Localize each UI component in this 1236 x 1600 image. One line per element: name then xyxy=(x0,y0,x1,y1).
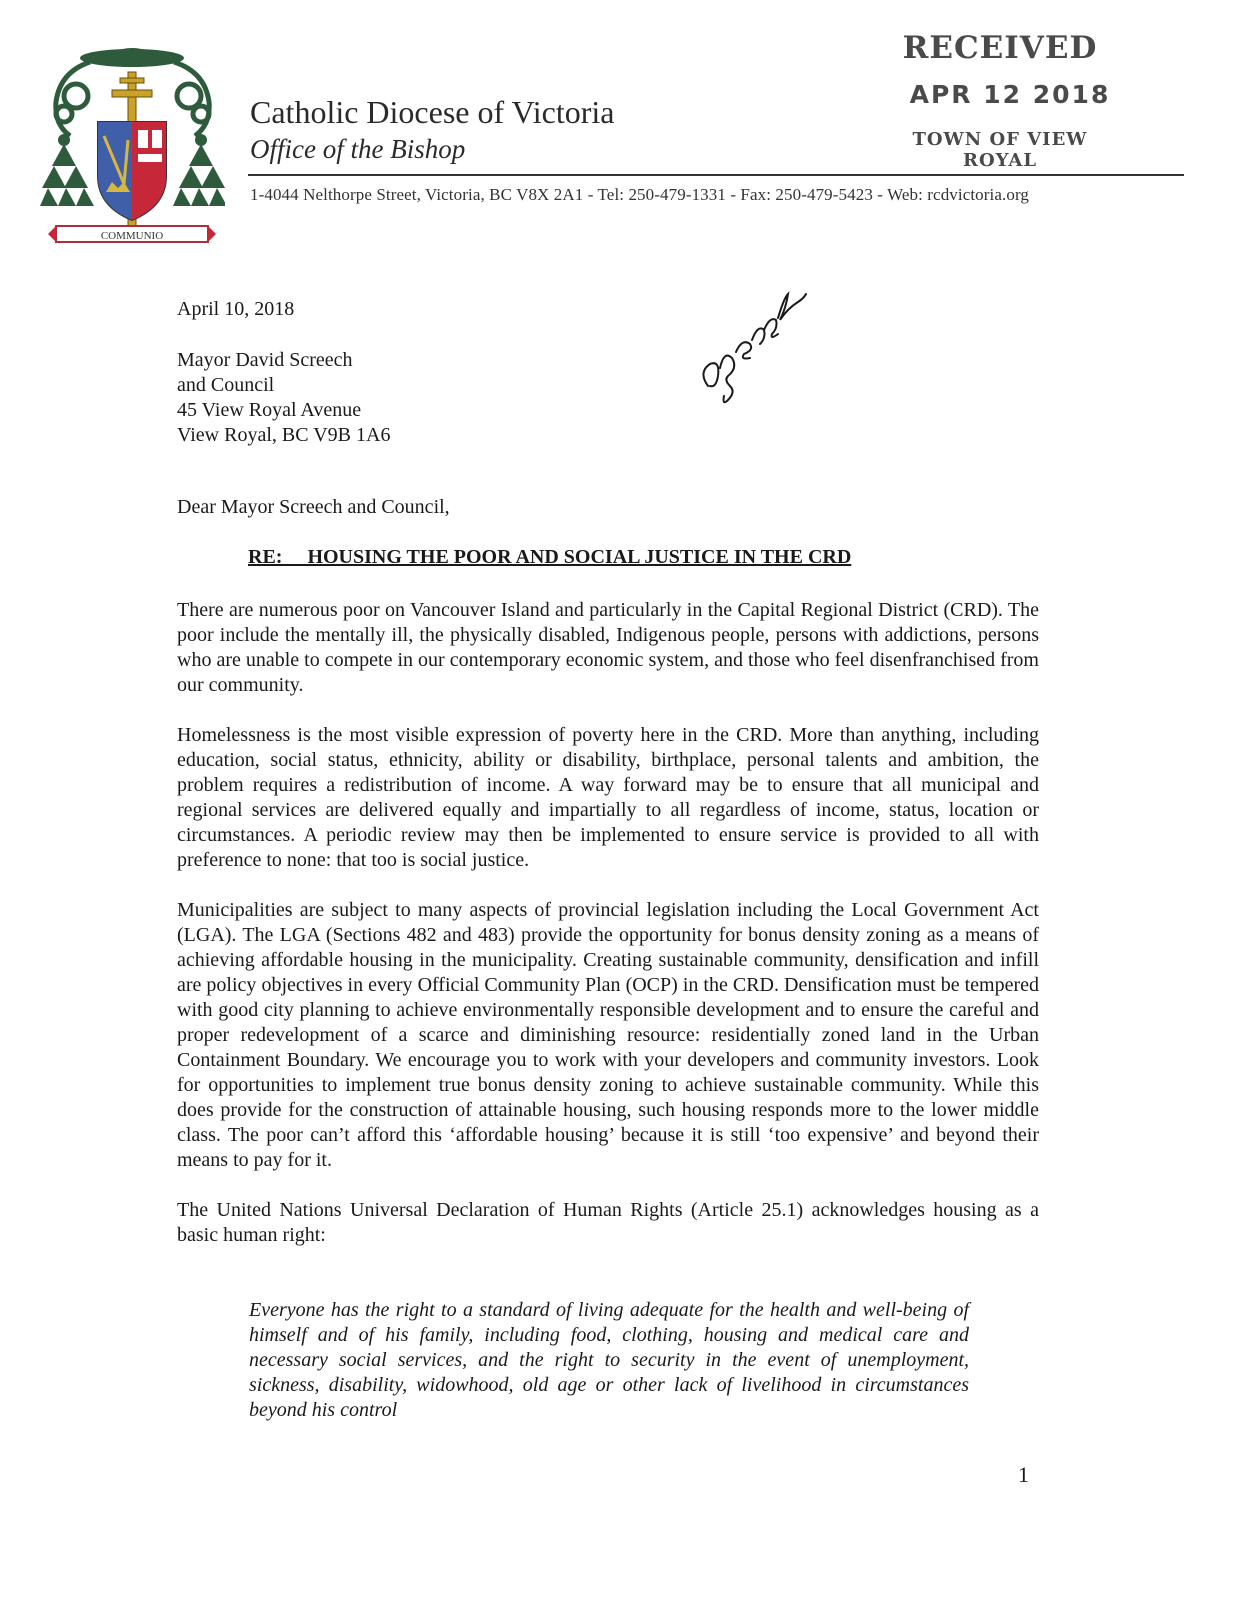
body-paragraph: The United Nations Universal Declaration of Human Rights (Article 25.1) acknowledges housing as a basic human right: xyxy=(177,1199,1039,1246)
recipient-address xyxy=(177,348,390,448)
crest-motto: COMMUNIO xyxy=(100,230,164,242)
stamp-received: RECEIVED xyxy=(902,30,1098,66)
letterhead-divider xyxy=(248,174,1184,176)
body-paragraph: Municipalities are subject to many aspects of provincial legislation including the Local Government Act (LGA). The LGA (Sections 482 and 483) provide the opportunity for bonus density zoning as a means of achieving affordable housing in the municipality. Creating sustainable community, densification and infill are policy objectives in every Official Community Plan (OCP) in the CRD. Densification must be tempered with good city planning to achieve environmentally responsible development and to ensure the careful and proper redevelopment of a scarce and diminishing resource: residentially zoned land in the Urban Containment Boundary. We encourage you to work with your developers and community investors. Look for opportunities to implement true bonus density zoning to achieve sustainable community. While this does provide for the construction of attainable housing, such housing responds more to the lower middle class. The poor can’t afford this ‘affordable housing’ because it is still ‘too expensive’ and beyond their means to pay for it. xyxy=(177,899,1039,1171)
body-paragraph: There are numerous poor on Vancouver Island and particularly in the Capital Regional District (CRD). The poor include the mentally ill, the physically disabled, Indigenous people, persons with addictions, persons who are unable to compete in our contemporary economic system, and those who feel disenfranchised from our community. xyxy=(177,599,1039,696)
office-name: Office of the Bishop xyxy=(250,134,466,164)
letter-body xyxy=(177,598,1039,1273)
handwritten-agenda-note xyxy=(680,268,810,418)
address-line: 45 View Royal Avenue xyxy=(177,399,362,421)
address-line: View Royal, BC V9B 1A6 xyxy=(177,424,391,446)
received-stamp xyxy=(880,30,1120,171)
letter-date: April 10, 2018 xyxy=(177,298,295,320)
organization-name: Catholic Diocese of Victoria xyxy=(250,94,615,130)
stamp-town: TOWN OF VIEW ROYAL xyxy=(912,129,1088,171)
stamp-date: APR 12 2018 xyxy=(909,80,1111,109)
address-line: Mayor David Screech xyxy=(177,349,353,371)
block-quote: Everyone has the right to a standard of living adequate for the health and well-being of himself and of his family, including food, clothing, housing and medical care and necessary social services, and the right to security in the event of unemployment, sickness, disability, widowhood, old age or other lack of livelihood in circumstances beyond his control xyxy=(249,1299,969,1421)
subject-line: RE: HOUSING THE POOR AND SOCIAL JUSTICE IN THE CRD xyxy=(248,546,852,568)
contact-line: 1-4044 Nelthorpe Street, Victoria, BC V8X 2A1 - Tel: 250-479-1331 - Fax: 250-479-5423 - Web: rcdvictoria.org xyxy=(250,185,1030,204)
page-number: 1 xyxy=(1018,1462,1029,1487)
salutation: Dear Mayor Screech and Council, xyxy=(177,496,450,518)
diocese-crest-icon xyxy=(40,44,225,250)
body-paragraph: Homelessness is the most visible expression of poverty here in the CRD. More than anything, including education, social status, ethnicity, ability or disability, birthplace, personal talents and ambition, the problem requires a redistribution of income. A way forward may be to ensure that all municipal and regional services are delivered equally and impartially to all regardless of income, status, location or circumstances. A periodic review may then be implemented to ensure service is provided to all with preference to none: that too is social justice. xyxy=(177,724,1039,871)
address-line: and Council xyxy=(177,374,275,396)
